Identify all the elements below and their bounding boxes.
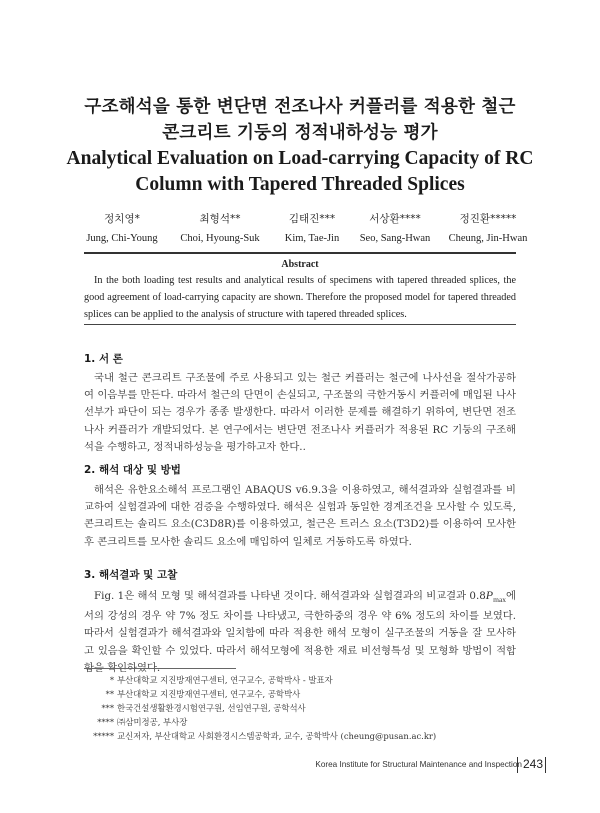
author-5-korean-name: 정진환***** <box>459 213 517 225</box>
section-1-heading: 1. 서 론 <box>84 353 123 365</box>
footnote-2: ** 부산대학교 지진방재연구센터, 연구교수, 공학박사 <box>105 689 301 699</box>
pmax-symbol: P <box>485 588 494 602</box>
author-3-english-name: Kim, Tae-Jin <box>284 233 340 244</box>
korean-title-line-2: 콘크리트 기둥의 정적내하성능 평가 <box>162 123 438 143</box>
author-4-english-name: Seo, Sang-Hwan <box>359 233 431 244</box>
author-5-english-name: Cheung, Jin-Hwan <box>448 233 528 244</box>
pmax-subscript: max <box>493 595 507 605</box>
footnote-list <box>84 673 524 743</box>
section-1-body: 국내 철근 콘크리트 구조물에 주로 사용되고 있는 철근 커플러는 철근에 나사선을 절삭가공하여 이음부를 만든다. 따라서 철근의 단면이 손실되고, 구조물의 극한거동시 커플러에 매입된 나사선부가 파단이 되는 경우가 종종 발생한다. 따라서 이러한 문제를 해결하기 위하여, 변단면 전조나사 커플러가 개발되었다. 본 연구에서는 변단면 전조나사 커플러가 적용된 RC 기둥의 구조해석을 수행하고, 정적내하성능을 평가하고자 한다.. <box>84 372 516 453</box>
author-1-english-name: Jung, Chi-Young <box>86 233 158 244</box>
footnote-5: ***** 교신저자, 부산대학교 사회환경시스템공학과, 교수, 공학박사 (cheung@pusan.ac.kr) <box>93 731 437 741</box>
korean-title-line-1: 구조해석을 통한 변단면 전조나사 커플러를 적용한 철근 <box>84 97 516 117</box>
abstract-text: In the both loading test results and analytical results of specimens with tapered threaded splices, the good agreement of load-carrying capacity are shown. Therefore the proposed model for tapered threaded splices can be applied to the analysis of structure with tapered threaded splices. <box>84 275 516 320</box>
author-5 <box>418 211 558 247</box>
footnote-rule <box>84 668 236 669</box>
footnote-1: * 부산대학교 지진방재연구센터, 연구교수, 공학박사 - 발표자 <box>109 675 333 685</box>
english-title-line-1: Analytical Evaluation on Load-carrying Capacity of RC <box>66 148 534 169</box>
author-1-korean-name: 정치영* <box>104 213 140 225</box>
section-3-body-start: Fig. 1은 해석 모형 및 해석결과를 나타낸 것이다. 해석결과와 실험결과의 비교결과 0.8 <box>94 590 486 602</box>
footer-divider-right <box>545 757 546 773</box>
page-number: 243 <box>523 757 544 771</box>
abstract-bottom-rule <box>84 324 516 325</box>
section-3-body <box>84 587 516 677</box>
english-title-line-2: Column with Tapered Threaded Splices <box>135 174 465 195</box>
author-2-korean-name: 최형석** <box>199 213 241 225</box>
abstract-heading: Abstract <box>281 259 319 270</box>
author-4-korean-name: 서상환**** <box>369 213 421 225</box>
footer-divider-left <box>517 757 518 773</box>
abstract-top-rule <box>84 252 516 254</box>
author-3-korean-name: 김태진*** <box>288 213 336 225</box>
section-3-body-rest: 에서의 강성의 경우 약 7% 정도 차이를 나타냈고, 극한하중의 경우 약 6% 정도의 차이를 보였다. 따라서 실험결과가 해석결과와 일치함에 따라 적용한 해석 모형이 실구조물의 거동을 잘 모사하고 있음을 확인할 수 있었다. 따라서 해석모형에 적용한 재료 비선형특성 및 모형화 방법이 적합함을 확인하였다. <box>84 590 516 674</box>
footer-institute: Korea Institute for Structural Maintenance and Inspection <box>315 760 522 769</box>
footnote-4: **** ㈜삼미정공, 부사장 <box>97 717 188 727</box>
footnote-3: *** 한국건설생활환경시험연구원, 선임연구원, 공학석사 <box>101 703 306 713</box>
section-3-heading: 3. 해석결과 및 고찰 <box>84 569 178 581</box>
section-2-heading: 2. 해석 대상 및 방법 <box>84 464 181 476</box>
section-2-body: 해석은 유한요소해석 프로그램인 ABAQUS v6.9.3을 이용하였고, 해석결과와 실험결과를 비교하여 실험결과에 대한 검증을 수행하였다. 해석은 실험과 동일한 경계조건을 모사할 수 있도록, 콘크리트는 솔리드 요소(C3D8R)를 이용하였고, 철근은 트러스 요소(T3D2)를 이용하여 모사한 후 콘크리트를 모사한 솔리드 요소에 매입하여 일체로 거동하도록 하였다. <box>84 484 516 548</box>
author-2-english-name: Choi, Hyoung-Suk <box>180 233 260 244</box>
